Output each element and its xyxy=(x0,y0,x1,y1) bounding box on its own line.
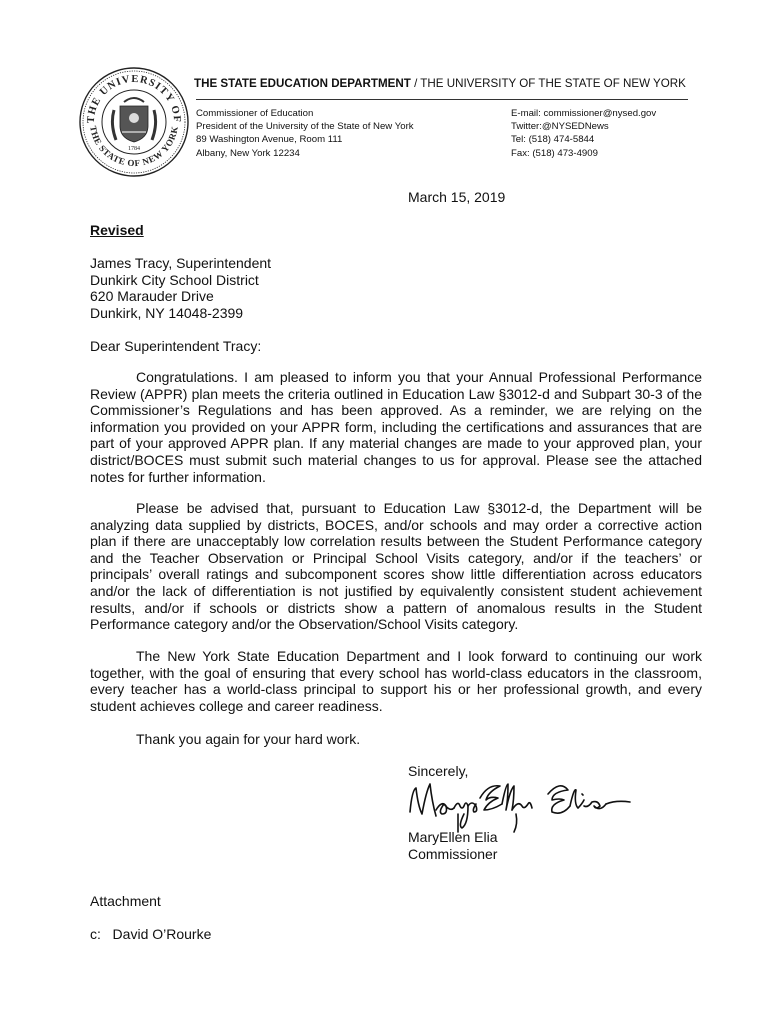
salutation: Dear Superintendent Tracy: xyxy=(90,338,262,354)
contact-email: E-mail: commissioner@nysed.gov xyxy=(511,108,657,119)
paragraph-analysis xyxy=(90,500,702,633)
contact-twitter: Twitter:@NYSEDNews xyxy=(511,121,609,133)
letterhead-divider xyxy=(196,99,688,100)
letterhead-office-block xyxy=(196,107,414,160)
paragraph-goals xyxy=(90,648,702,714)
signer-name: MaryEllen Elia xyxy=(408,829,498,845)
recipient-street: 620 Marauder Drive xyxy=(90,288,214,304)
contact-fax: Fax: (518) 473-4909 xyxy=(511,147,598,159)
paragraph-text: Please be advised that, pursuant to Education Law §3012-d, the Department will be analyzing data supplied by districts, BOCES, and/or schools and may order a corrective action plan if there are unacceptably low correlation results between the Student Performance category and the Teacher Observation or Principal School Visits category, and/or if the teachers’ or principals’ overall ratings and subcomponent scores show little differentiation across educators and/or the lack of differentiation is not justified by equivalently consistent student achievement results, and/or if schools or districts show a pattern of anomalous results in the Student Performance category and/or the Observation/School Visits category. xyxy=(90,500,702,633)
thanks-line: Thank you again for your hard work. xyxy=(136,731,361,747)
paragraph-text: Congratulations. I am pleased to inform you that your Annual Professional Performance Review (APPR) plan meets the criteria outlined in Education Law §3012-d and Subpart 30-3 of the Commissioner’s Regulations and has been approved. As a reminder, we are relying on the information you provided on your APPR form, including the certifications and assurances that are part of your approved APPR plan. If any material changes are made to your approved plan, your district/BOCES must submit such material changes to us for approval. Please see the attached notes for further information. xyxy=(90,369,702,485)
recipient-district: Dunkirk City School District xyxy=(90,271,259,288)
department-name: THE STATE EDUCATION DEPARTMENT xyxy=(194,77,411,90)
university-name: / THE UNIVERSITY OF THE STATE OF NEW YORK xyxy=(410,77,686,90)
office-line: Albany, New York 12234 xyxy=(196,147,300,159)
office-line: 89 Washington Avenue, Room 111 xyxy=(196,134,343,146)
cc-line: c: David O’Rourke xyxy=(90,926,212,942)
office-line: President of the University of the State of New York xyxy=(196,121,414,133)
handwritten-signature xyxy=(402,770,642,834)
recipient-city: Dunkirk, NY 14048-2399 xyxy=(90,304,244,321)
seal-top-text: THE UNIVERSITY OF xyxy=(85,73,183,124)
state-seal-logo xyxy=(78,66,190,178)
recipient-address xyxy=(90,255,271,321)
office-line: Commissioner of Education xyxy=(196,108,314,119)
seal-year: 1784 xyxy=(128,146,140,152)
revised-heading: Revised xyxy=(90,222,144,238)
closing: Sincerely, xyxy=(408,763,469,779)
letterhead-title xyxy=(194,77,686,90)
contact-tel: Tel: (518) 474-5844 xyxy=(511,134,595,146)
paragraph-text: The New York State Education Department and I look forward to continuing our work together, with the goal of ensuring that every school has world-class educators in the classroom, every teacher has a world-class principal to support his or her professional growth, and every student achieves college and career readiness. xyxy=(90,648,702,714)
letterhead-contact-block xyxy=(511,107,656,160)
paragraph-approval xyxy=(90,369,702,485)
attachment-note: Attachment xyxy=(90,893,161,909)
recipient-name: James Tracy, Superintendent xyxy=(90,255,272,271)
seal-bottom-text: THE STATE OF NEW YORK xyxy=(88,124,180,169)
signer-block xyxy=(408,829,497,862)
letter-date: March 15, 2019 xyxy=(408,189,506,205)
signer-title: Commissioner xyxy=(408,845,498,862)
